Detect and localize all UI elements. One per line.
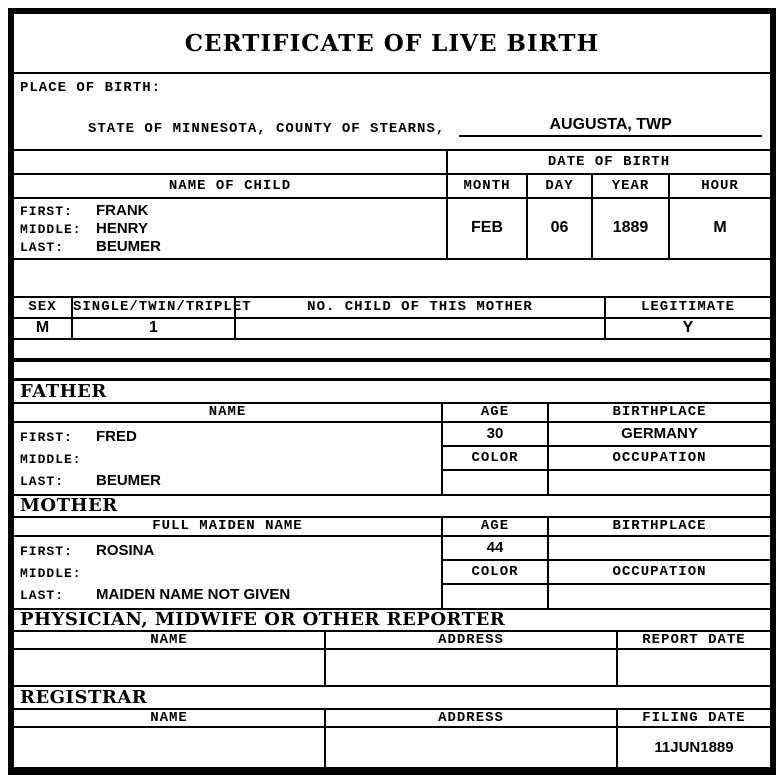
- physician-name-value: [14, 649, 325, 686]
- place-of-birth-section: [14, 72, 770, 148]
- father-name-block: [14, 422, 442, 495]
- page-title: CERTIFICATE OF LIVE BIRTH: [184, 29, 600, 57]
- father-occupation-header: OCCUPATION: [548, 446, 770, 470]
- table-row: [14, 174, 770, 198]
- year-header: YEAR: [592, 174, 669, 198]
- table-row: [14, 727, 770, 768]
- registrar-section-label: REGISTRAR: [20, 686, 148, 708]
- mother-birthplace-value: [548, 536, 770, 560]
- name-of-child-header: NAME OF CHILD: [14, 174, 447, 198]
- last-label: LAST:: [20, 473, 65, 489]
- hour-header: HOUR: [669, 174, 770, 198]
- father-table: [14, 402, 770, 496]
- father-section-header: [14, 381, 770, 402]
- spacer: [14, 260, 770, 296]
- last-label: LAST:: [20, 587, 65, 603]
- mother-name-header: FULL MAIDEN NAME: [14, 517, 442, 536]
- father-first-name: FRED: [96, 427, 137, 445]
- date-of-birth-header: DATE OF BIRTH: [447, 150, 770, 174]
- registrar-section-header: [14, 687, 770, 708]
- plurality-header: SINGLE/TWIN/TRIPLET: [72, 297, 235, 318]
- place-of-birth-label: PLACE OF BIRTH:: [20, 80, 162, 97]
- last-label: LAST:: [20, 239, 65, 255]
- first-label: FIRST:: [20, 543, 73, 559]
- table-row: [14, 631, 770, 649]
- mother-occupation-header: OCCUPATION: [548, 560, 770, 584]
- physician-report-date-value: [617, 649, 770, 686]
- physician-section-label: PHYSICIAN, MIDWIFE OR OTHER REPORTER: [20, 609, 506, 631]
- child-last-name: BEUMER: [96, 237, 162, 255]
- mother-color-header: COLOR: [442, 560, 548, 584]
- table-row: [14, 198, 770, 259]
- mother-last-name-row: [20, 584, 441, 606]
- child-first-name: FRANK: [96, 201, 149, 219]
- spacer: [14, 340, 770, 362]
- child-middle-name: HENRY: [96, 219, 148, 237]
- table-row: [14, 709, 770, 727]
- mother-first-name: ROSINA: [96, 541, 155, 559]
- state-county-text: STATE OF MINNESOTA, COUNTY OF STEARNS,: [88, 121, 446, 138]
- mother-age-value: 44: [442, 536, 548, 560]
- registrar-address-header: ADDRESS: [325, 709, 617, 727]
- father-name-header: NAME: [14, 403, 442, 422]
- registrar-filing-date-value: 11JUN1889: [617, 727, 770, 768]
- first-label: FIRST:: [20, 203, 73, 219]
- physician-report-date-header: REPORT DATE: [617, 631, 770, 649]
- legitimate-value: Y: [605, 318, 770, 339]
- registrar-filing-date-header: FILING DATE: [617, 709, 770, 727]
- birth-month-value: FEB: [447, 198, 527, 259]
- father-age-header: AGE: [442, 403, 548, 422]
- certificate-frame: [8, 8, 776, 775]
- registrar-table: [14, 708, 770, 769]
- table-row: [14, 536, 770, 560]
- table-row: [14, 422, 770, 446]
- table-row: [14, 403, 770, 422]
- mother-section-header: [14, 496, 770, 516]
- physician-address-value: [325, 649, 617, 686]
- father-birthplace-header: BIRTHPLACE: [548, 403, 770, 422]
- mother-first-name-row: [20, 540, 441, 562]
- father-section-label: FATHER: [20, 380, 107, 402]
- father-color-header: COLOR: [442, 446, 548, 470]
- middle-label: MIDDLE:: [20, 221, 82, 237]
- child-middle-name-row: [20, 220, 446, 238]
- table-row: [14, 297, 770, 318]
- table-row: [14, 150, 770, 174]
- spacer: [14, 362, 770, 381]
- empty-cell: [14, 150, 447, 174]
- middle-label: MIDDLE:: [20, 451, 82, 467]
- father-middle-name-row: [20, 448, 441, 470]
- registrar-address-value: [325, 727, 617, 768]
- mother-color-value: [442, 584, 548, 608]
- day-header: DAY: [527, 174, 592, 198]
- father-age-value: 30: [442, 422, 548, 446]
- mother-occupation-value: [548, 584, 770, 608]
- first-label: FIRST:: [20, 429, 73, 445]
- title-section: [14, 14, 770, 72]
- father-color-value: [442, 470, 548, 494]
- place-of-birth-value: AUGUSTA, TWP: [459, 116, 762, 137]
- birth-hour-value: M: [669, 198, 770, 259]
- mother-name-block: [14, 536, 442, 609]
- sex-header: SEX: [14, 297, 72, 318]
- table-row: [14, 517, 770, 536]
- father-birthplace-value: GERMANY: [548, 422, 770, 446]
- father-last-name-row: [20, 470, 441, 492]
- father-first-name-row: [20, 426, 441, 448]
- physician-name-header: NAME: [14, 631, 325, 649]
- child-name-block: [14, 198, 447, 259]
- child-first-name-row: [20, 202, 446, 220]
- table-row: [14, 318, 770, 339]
- month-header: MONTH: [447, 174, 527, 198]
- mother-last-name: MAIDEN NAME NOT GIVEN: [96, 585, 291, 603]
- plurality-value: 1: [72, 318, 235, 339]
- vitals-table: [14, 296, 770, 340]
- mother-middle-name-row: [20, 562, 441, 584]
- registrar-name-value: [14, 727, 325, 768]
- child-no-header: NO. CHILD OF THIS MOTHER: [235, 297, 605, 318]
- child-table: [14, 149, 770, 260]
- birth-day-value: 06: [527, 198, 592, 259]
- physician-section-header: [14, 610, 770, 630]
- mother-section-label: MOTHER: [20, 495, 118, 517]
- mother-birthplace-header: BIRTHPLACE: [548, 517, 770, 536]
- father-last-name: BEUMER: [96, 471, 162, 489]
- child-last-name-row: [20, 238, 446, 256]
- legitimate-header: LEGITIMATE: [605, 297, 770, 318]
- mother-age-header: AGE: [442, 517, 548, 536]
- father-occupation-value: [548, 470, 770, 494]
- sex-value: M: [14, 318, 72, 339]
- child-no-value: [235, 318, 605, 339]
- physician-table: [14, 630, 770, 687]
- place-of-birth-line: [20, 116, 764, 137]
- table-row: [14, 649, 770, 686]
- birth-year-value: 1889: [592, 198, 669, 259]
- mother-table: [14, 516, 770, 610]
- physician-address-header: ADDRESS: [325, 631, 617, 649]
- middle-label: MIDDLE:: [20, 565, 82, 581]
- registrar-name-header: NAME: [14, 709, 325, 727]
